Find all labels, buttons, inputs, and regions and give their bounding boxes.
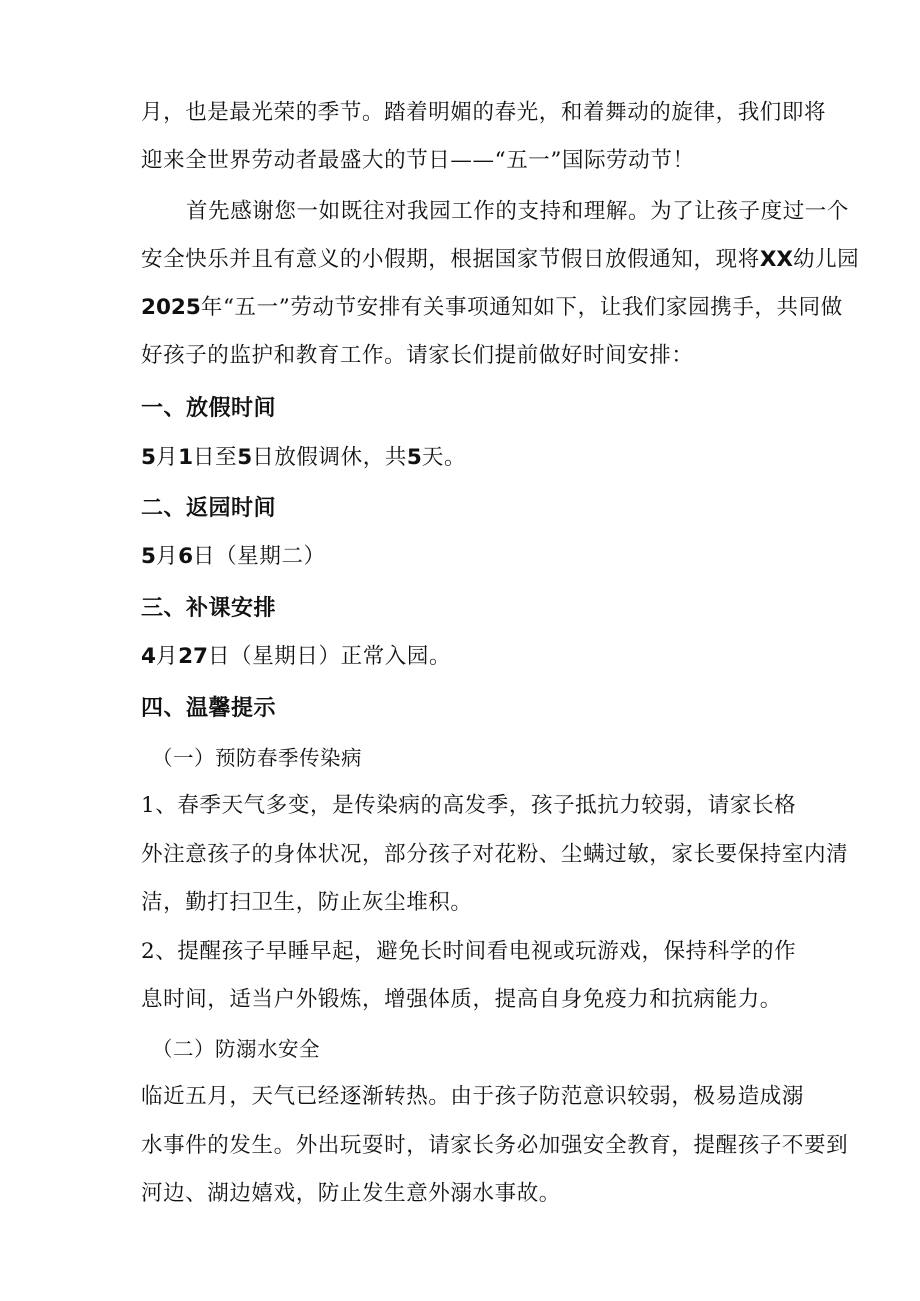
text-run: 1	[178, 445, 194, 470]
text-run: XX	[759, 247, 793, 272]
tip-2-line-1: 2、提醒孩子早睡早起，避免长时间看电视或玩游戏，保持科学的作	[141, 939, 797, 964]
section-heading-makeup: 三、补课安排	[141, 596, 277, 621]
subsection-title-disease: （一）预防春季传染病	[152, 746, 362, 770]
drowning-line-1: 临近五月，天气已经逐渐转热。由于孩子防范意识较弱，极易造成溺	[141, 1084, 805, 1109]
text-run: 6	[178, 544, 194, 569]
text-run: 月	[155, 544, 179, 569]
tip-1-line-3: 洁，勤打扫卫生，防止灰尘堆积。	[141, 890, 473, 915]
drowning-line-2: 水事件的发生。外出玩耍时，请家长务必加强安全教育，提醒孩子不要到	[141, 1133, 849, 1158]
text-run: 月	[155, 644, 179, 669]
return-date-text	[141, 542, 326, 572]
thanks-line-1: 首先感谢您一如既往对我园工作的支持和理解。为了让孩子度过一个	[186, 199, 850, 224]
text-run: 月	[155, 445, 179, 470]
intro-line-1: 月，也是最光荣的季节。踏着明媚的春光，和着舞动的旋律，我们即将	[141, 100, 827, 125]
text-run: 5	[237, 445, 253, 470]
text-run: 27	[178, 644, 208, 669]
tip-2-line-2: 息时间，适当户外锻炼，增强体质，提高自身免疫力和抗病能力。	[141, 987, 782, 1012]
tip-1-line-2: 外注意孩子的身体状况，部分孩子对花粉、尘螨过敏，家长要保持室内清	[141, 842, 849, 867]
text-run: 5	[141, 544, 156, 569]
text-run: 安全快乐并且有意义的小假期，根据国家节假日放假通知，现将	[141, 247, 760, 272]
thanks-line-2	[141, 245, 859, 275]
intro-line-2: 迎来全世界劳动者最盛大的节日——“五一”国际劳动节！	[141, 148, 695, 173]
text-run: 幼儿园	[792, 247, 860, 272]
text-run: 2025	[141, 295, 201, 320]
text-run: 5	[141, 445, 156, 470]
text-run: 年“五一”劳动节安排有关事项通知如下，让我们家园携手，共同做	[200, 295, 843, 320]
text-run: 天。	[421, 445, 467, 470]
drowning-line-3: 河边、湖边嬉戏，防止发生意外溺水事故。	[141, 1181, 561, 1206]
thanks-line-3	[141, 293, 843, 323]
thanks-line-4: 好孩子的监护和教育工作。请家长们提前做好时间安排：	[141, 343, 694, 368]
section-heading-return: 二、返园时间	[141, 496, 277, 521]
text-run: 日（星期日）正常入园。	[208, 644, 452, 669]
holiday-period-text	[141, 443, 466, 473]
section-heading-holiday: 一、放假时间	[141, 396, 277, 421]
makeup-date-text	[141, 642, 451, 672]
text-run: 日（星期二）	[193, 544, 326, 569]
section-heading-tips: 四、温馨提示	[141, 696, 277, 721]
subsection-title-drowning: （二）防溺水安全	[152, 1037, 320, 1061]
tip-1-line-1: 1、春季天气多变，是传染病的高发季，孩子抵抗力较弱，请家长格	[141, 793, 797, 818]
text-run: 4	[141, 644, 156, 669]
text-run: 日至	[193, 445, 238, 470]
text-run: 日放假调休，共	[252, 445, 407, 470]
text-run: 5	[406, 445, 422, 470]
